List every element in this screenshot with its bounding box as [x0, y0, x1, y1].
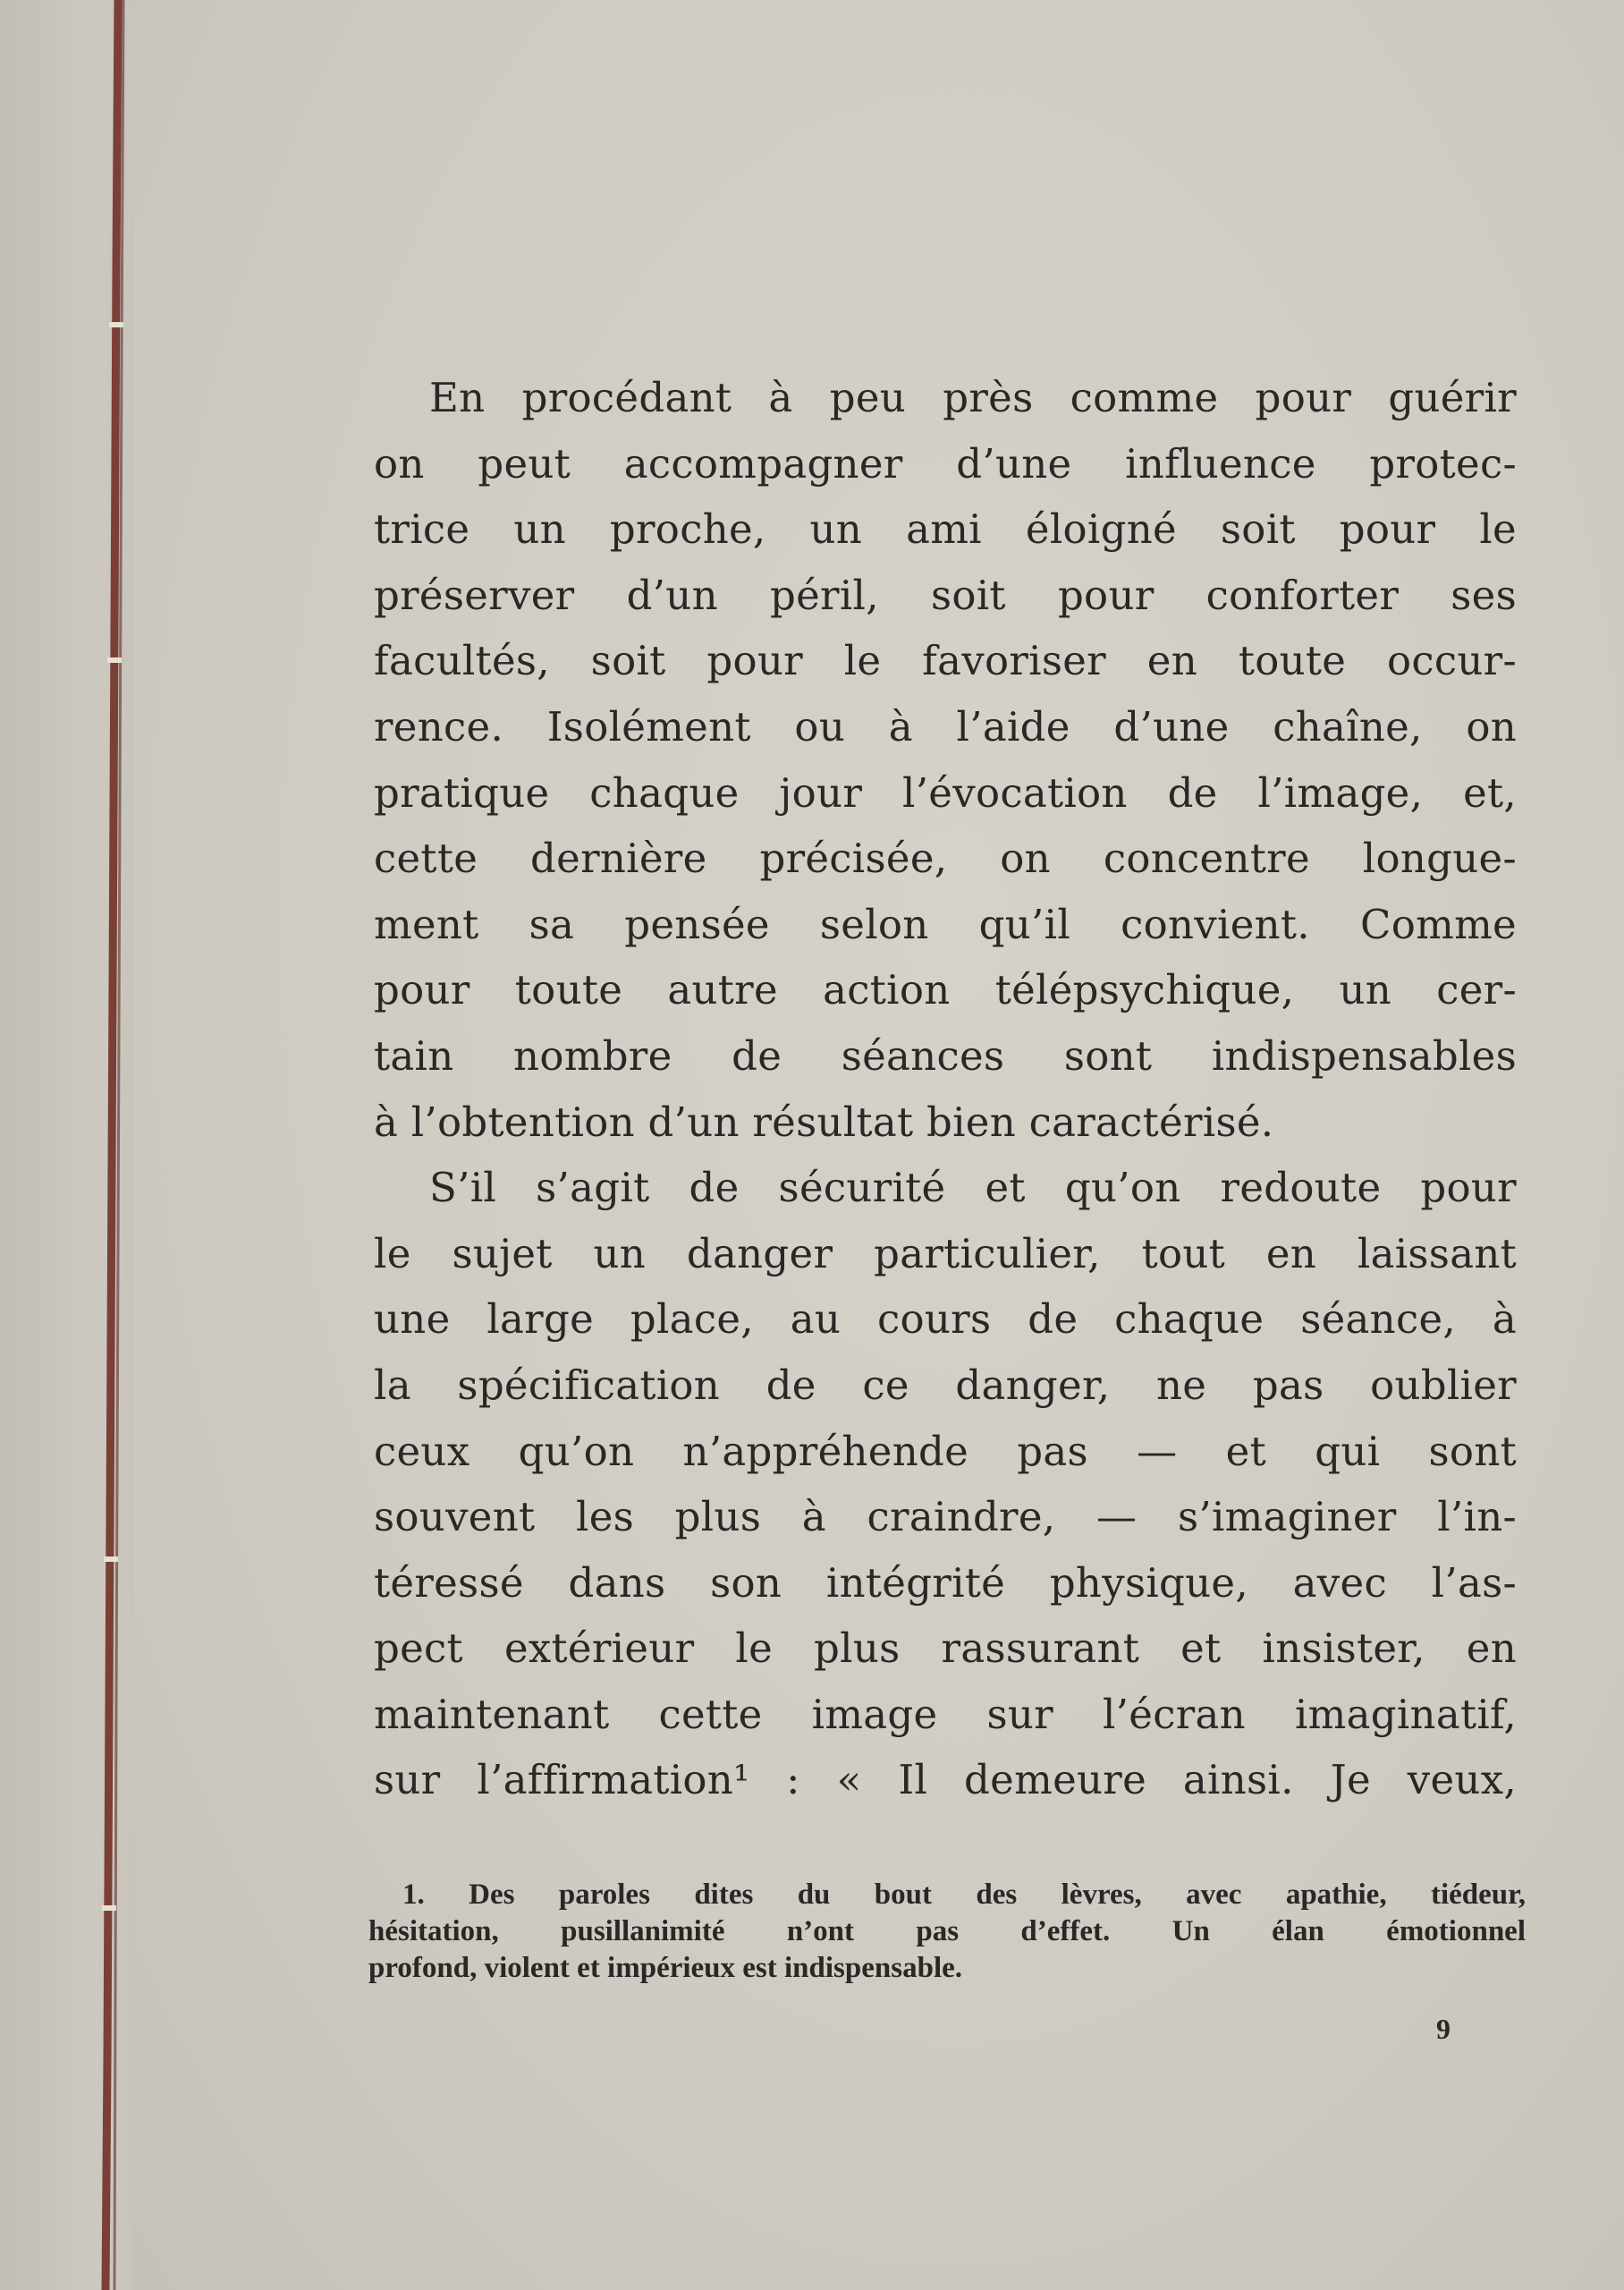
footnote	[368, 1877, 1526, 1987]
book-binding	[100, 0, 127, 2290]
binding-stitch	[102, 1905, 116, 1911]
binding-stitch	[107, 657, 122, 663]
text-line: la spécification de ce danger, ne pas oublier	[374, 1361, 1517, 1409]
text-line: pratique chaque jour l’évocation de l’image, et,	[374, 768, 1517, 817]
body-text	[374, 365, 1517, 1813]
text-line: cette dernière précisée, on concentre longue-	[374, 835, 1517, 883]
book-page	[134, 0, 1624, 2290]
text-line: souvent les plus à craindre, — s’imaginer l’in-	[374, 1493, 1517, 1541]
text-line: trice un proche, un ami éloigné soit pour le	[374, 505, 1517, 554]
binding-thread-graphic	[100, 0, 127, 2290]
paragraph-1	[374, 365, 1517, 1155]
footnote-line: profond, violent et impérieux est indispensable.	[368, 1952, 963, 1984]
text-line: le sujet un danger particulier, tout en laissant	[374, 1229, 1517, 1277]
text-line: on peut accompagner d’une influence protec-	[374, 439, 1517, 488]
binding-stitch	[109, 322, 123, 327]
text-line: rence. Isolément ou à l’aide d’une chaîne, on	[374, 702, 1517, 751]
text-line: maintenant cette image sur l’écran imaginatif,	[374, 1690, 1517, 1738]
footnote-line: hésitation, pusillanimité n’ont pas d’effet. Un élan émotionnel	[368, 1915, 1526, 1947]
text-line: tain nombre de séances sont indispensables	[374, 1031, 1517, 1080]
text-line: préserver d’un péril, soit pour conforter ses	[374, 571, 1517, 619]
text-line: S’il s’agit de sécurité et qu’on redoute pour	[429, 1164, 1517, 1212]
text-line: à l’obtention d’un résultat bien caractérisé.	[374, 1098, 1274, 1146]
text-line: téressé dans son intégrité physique, avec l’as-	[374, 1558, 1517, 1607]
paragraph-2	[374, 1155, 1517, 1813]
footnote-line: 1. Des paroles dites du bout des lèvres, avec apathie, tiédeur,	[402, 1879, 1526, 1911]
binding-stitch	[104, 1556, 118, 1562]
page-number: 9	[1436, 2013, 1451, 2045]
text-line: ceux qu’on n’appréhende pas — et qui sont	[374, 1427, 1517, 1475]
text-line: En procédant à peu près comme pour guérir	[429, 374, 1517, 421]
text-line: ment sa pensée selon qu’il convient. Comme	[374, 900, 1517, 948]
text-line: pect extérieur le plus rassurant et insister, en	[374, 1624, 1517, 1673]
text-line: pour toute autre action télépsychique, un cer-	[374, 966, 1517, 1014]
text-line: une large place, au cours de chaque séance, à	[374, 1295, 1517, 1344]
text-line: facultés, soit pour le favoriser en toute occur-	[374, 637, 1517, 685]
text-line: sur l’affirmation¹ : « Il demeure ainsi. Je veux,	[374, 1756, 1517, 1804]
